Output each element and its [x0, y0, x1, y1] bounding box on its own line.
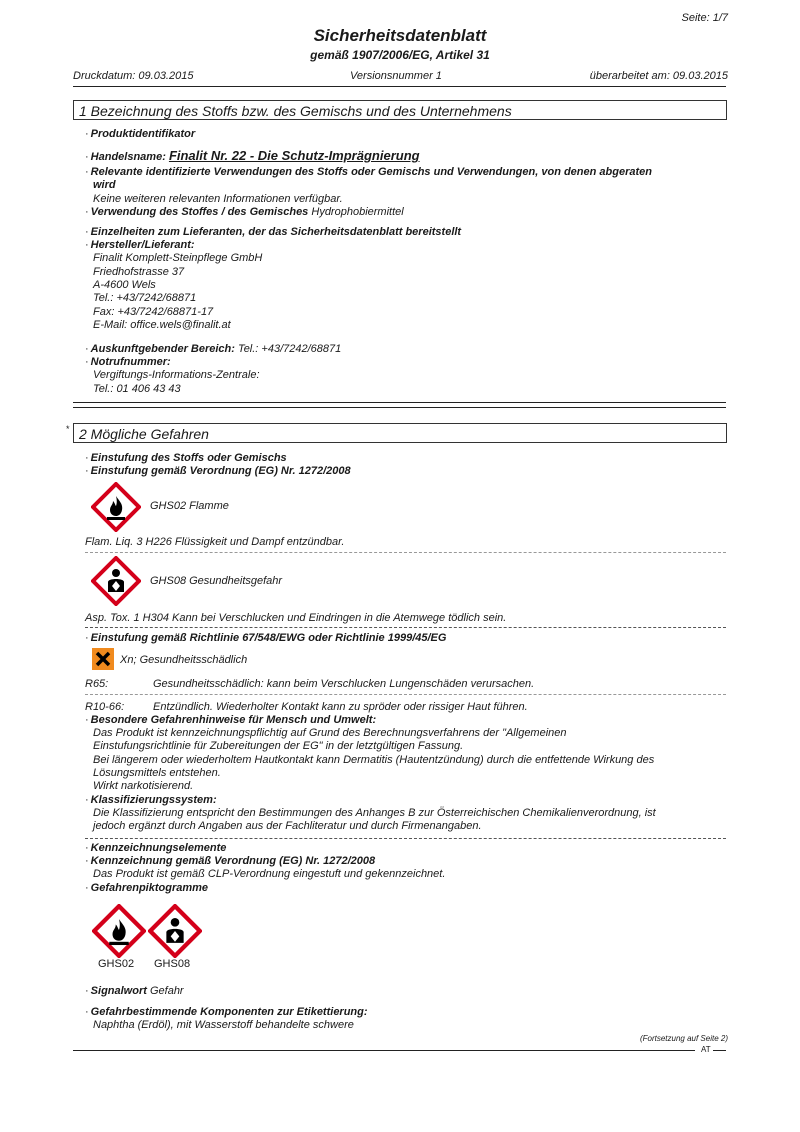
dash-divider — [85, 694, 726, 695]
emergency-label: · Notrufnummer: — [85, 356, 171, 368]
section-divider-1a — [73, 402, 726, 403]
info-row: · Auskunftgebender Bereich: Tel.: +43/7242/68871 — [85, 343, 342, 355]
label-clp-text: Das Produkt ist gemäß CLP-Verordnung eingestuft und gekennzeichnet. — [93, 868, 446, 880]
trade-name: Finalit Nr. 22 - Die Schutz-Imprägnierung — [168, 148, 420, 163]
ghs08-health-hazard-icon — [148, 904, 202, 958]
r65-text: Gesundheitsschädlich: kann beim Verschlucken Lungenschäden verursachen. — [153, 678, 535, 690]
continued-note: (Fortsetzung auf Seite 2) — [639, 1034, 728, 1043]
r65-code: R65: — [85, 678, 109, 690]
xn-harmful-icon — [92, 648, 114, 670]
product-identifier: · Produktidentifikator — [85, 128, 196, 140]
components-label: · Gefahrbestimmende Komponenten zur Etikettierung: — [85, 1006, 368, 1018]
no-info-text: Keine weiteren relevanten Informationen verfügbar. — [93, 193, 343, 205]
revision-date: überarbeitet am: 09.03.2015 — [589, 70, 728, 82]
ghs02-label: GHS02 Flamme — [150, 500, 229, 512]
xn-label: Xn; Gesundheitsschädlich — [120, 654, 248, 666]
classification-clp: · Einstufung gemäß Verordnung (EG) Nr. 1272/2008 — [85, 465, 351, 477]
print-date: Druckdatum: 09.03.2015 — [73, 70, 194, 82]
label-elements: · Kennzeichnungselemente — [85, 842, 227, 854]
dash-divider — [85, 627, 726, 628]
country-code: AT — [698, 1045, 714, 1054]
special-hazards-line-4: Lösungsmittels entstehen. — [93, 767, 221, 779]
section-1-title: 1 Bezeichnung des Stoffs bzw. des Gemischs und des Unternehmens — [73, 100, 727, 120]
pictogram-label-ghs02: GHS02 — [98, 958, 135, 970]
manufacturer-label: · Hersteller/Lieferant: — [85, 239, 195, 251]
r1066-text: Entzündlich. Wiederholter Kontakt kann zu spröder oder rissiger Haut führen. — [153, 701, 528, 713]
ghs02-flame-icon — [91, 482, 141, 532]
ghs02-flame-icon — [92, 904, 146, 958]
classification-system-line-1: Die Klassifizierung entspricht den Bestimmungen des Anhanges B zur Österreichischen Chemikalienverordnung, ist — [93, 807, 656, 819]
ghs08-label: GHS08 Gesundheitsgefahr — [150, 575, 283, 587]
use-row: · Verwendung des Stoffes / des Gemisches Hydrophobiermittel — [85, 206, 404, 218]
section-2-title: 2 Mögliche Gefahren — [73, 423, 727, 443]
section-divider-1b — [73, 407, 726, 408]
asp-tox-text: Asp. Tox. 1 H304 Kann bei Verschlucken und Eindringen in die Atemwege tödlich sein. — [85, 612, 507, 624]
address-phone: Tel.: +43/7242/68871 — [93, 292, 197, 304]
page-number: Seite: 1/7 — [681, 12, 728, 24]
classification-heading: · Einstufung des Stoffs oder Gemischs — [85, 452, 287, 464]
supplier-details: · Einzelheiten zum Lieferanten, der das Sicherheitsdatenblatt bereitstellt — [85, 226, 462, 238]
relevant-uses-line-1: · Relevante identifizierte Verwendungen des Stoffs oder Gemischs und Verwendungen, von denen abgeraten — [85, 166, 652, 178]
emergency-phone: Tel.: 01 406 43 43 — [93, 383, 181, 395]
address-fax: Fax: +43/7242/68871-17 — [93, 306, 214, 318]
pictogram-label-ghs08: GHS08 — [154, 958, 191, 970]
trade-name-row: · Handelsname: Finalit Nr. 22 - Die Schutz-Imprägnierung — [85, 148, 420, 163]
signal-word-row: · Signalwort Gefahr — [85, 985, 184, 997]
footer-divider — [73, 1050, 695, 1051]
r1066-code: R10-66: — [85, 701, 125, 713]
special-hazards-line-5: Wirkt narkotisierend. — [93, 780, 194, 792]
label-clp: · Kennzeichnung gemäß Verordnung (EG) Nr. 1272/2008 — [85, 855, 376, 867]
emergency-center: Vergiftungs-Informations-Zentrale: — [93, 369, 260, 381]
special-hazards-line-2: Einstufungsrichtlinie für Zubereitungen der EG" in der letztgültigen Fassung. — [93, 740, 464, 752]
revision-marker: * — [66, 424, 70, 434]
special-hazards-label: · Besondere Gefahrenhinweise für Mensch und Umwelt: — [85, 714, 377, 726]
special-hazards-line-3: Bei längerem oder wiederholtem Hautkontakt kann Dermatitis (Hautentzündung) durch die entfettende Wirkung des — [93, 754, 655, 766]
address-city: A-4600 Wels — [93, 279, 156, 291]
pictograms-label: · Gefahrenpiktogramme — [85, 882, 209, 894]
flam-liq-text: Flam. Liq. 3 H226 Flüssigkeit und Dampf entzündbar. — [85, 536, 345, 548]
components-value: Naphtha (Erdöl), mit Wasserstoff behandelte schwere — [93, 1019, 354, 1031]
version-number: Versionsnummer 1 — [350, 70, 442, 82]
dash-divider — [85, 552, 726, 553]
special-hazards-line-1: Das Produkt ist kennzeichnungspflichtig auf Grund des Berechnungsverfahrens der "Allgemeinen — [93, 727, 567, 739]
ghs08-health-hazard-icon — [91, 556, 141, 606]
relevant-uses-line-2: wird — [93, 179, 116, 191]
footer-divider-end — [713, 1050, 726, 1051]
classification-system-label: · Klassifizierungssystem: — [85, 794, 217, 806]
document-title: Sicherheitsdatenblatt — [313, 26, 487, 45]
header-divider — [73, 86, 726, 87]
classification-system-line-2: jedoch ergänzt durch Angaben aus der Fachliteratur und durch Firmenangaben. — [93, 820, 482, 832]
address-street: Friedhofstrasse 37 — [93, 266, 185, 278]
address-email: E-Mail: office.wels@finalit.at — [93, 319, 231, 331]
classification-67-548: · Einstufung gemäß Richtlinie 67/548/EWG oder Richtlinie 1999/45/EG — [85, 632, 447, 644]
address-company: Finalit Komplett-Steinpflege GmbH — [93, 252, 263, 264]
document-subtitle: gemäß 1907/2006/EG, Artikel 31 — [310, 48, 490, 62]
dash-divider — [85, 838, 726, 839]
